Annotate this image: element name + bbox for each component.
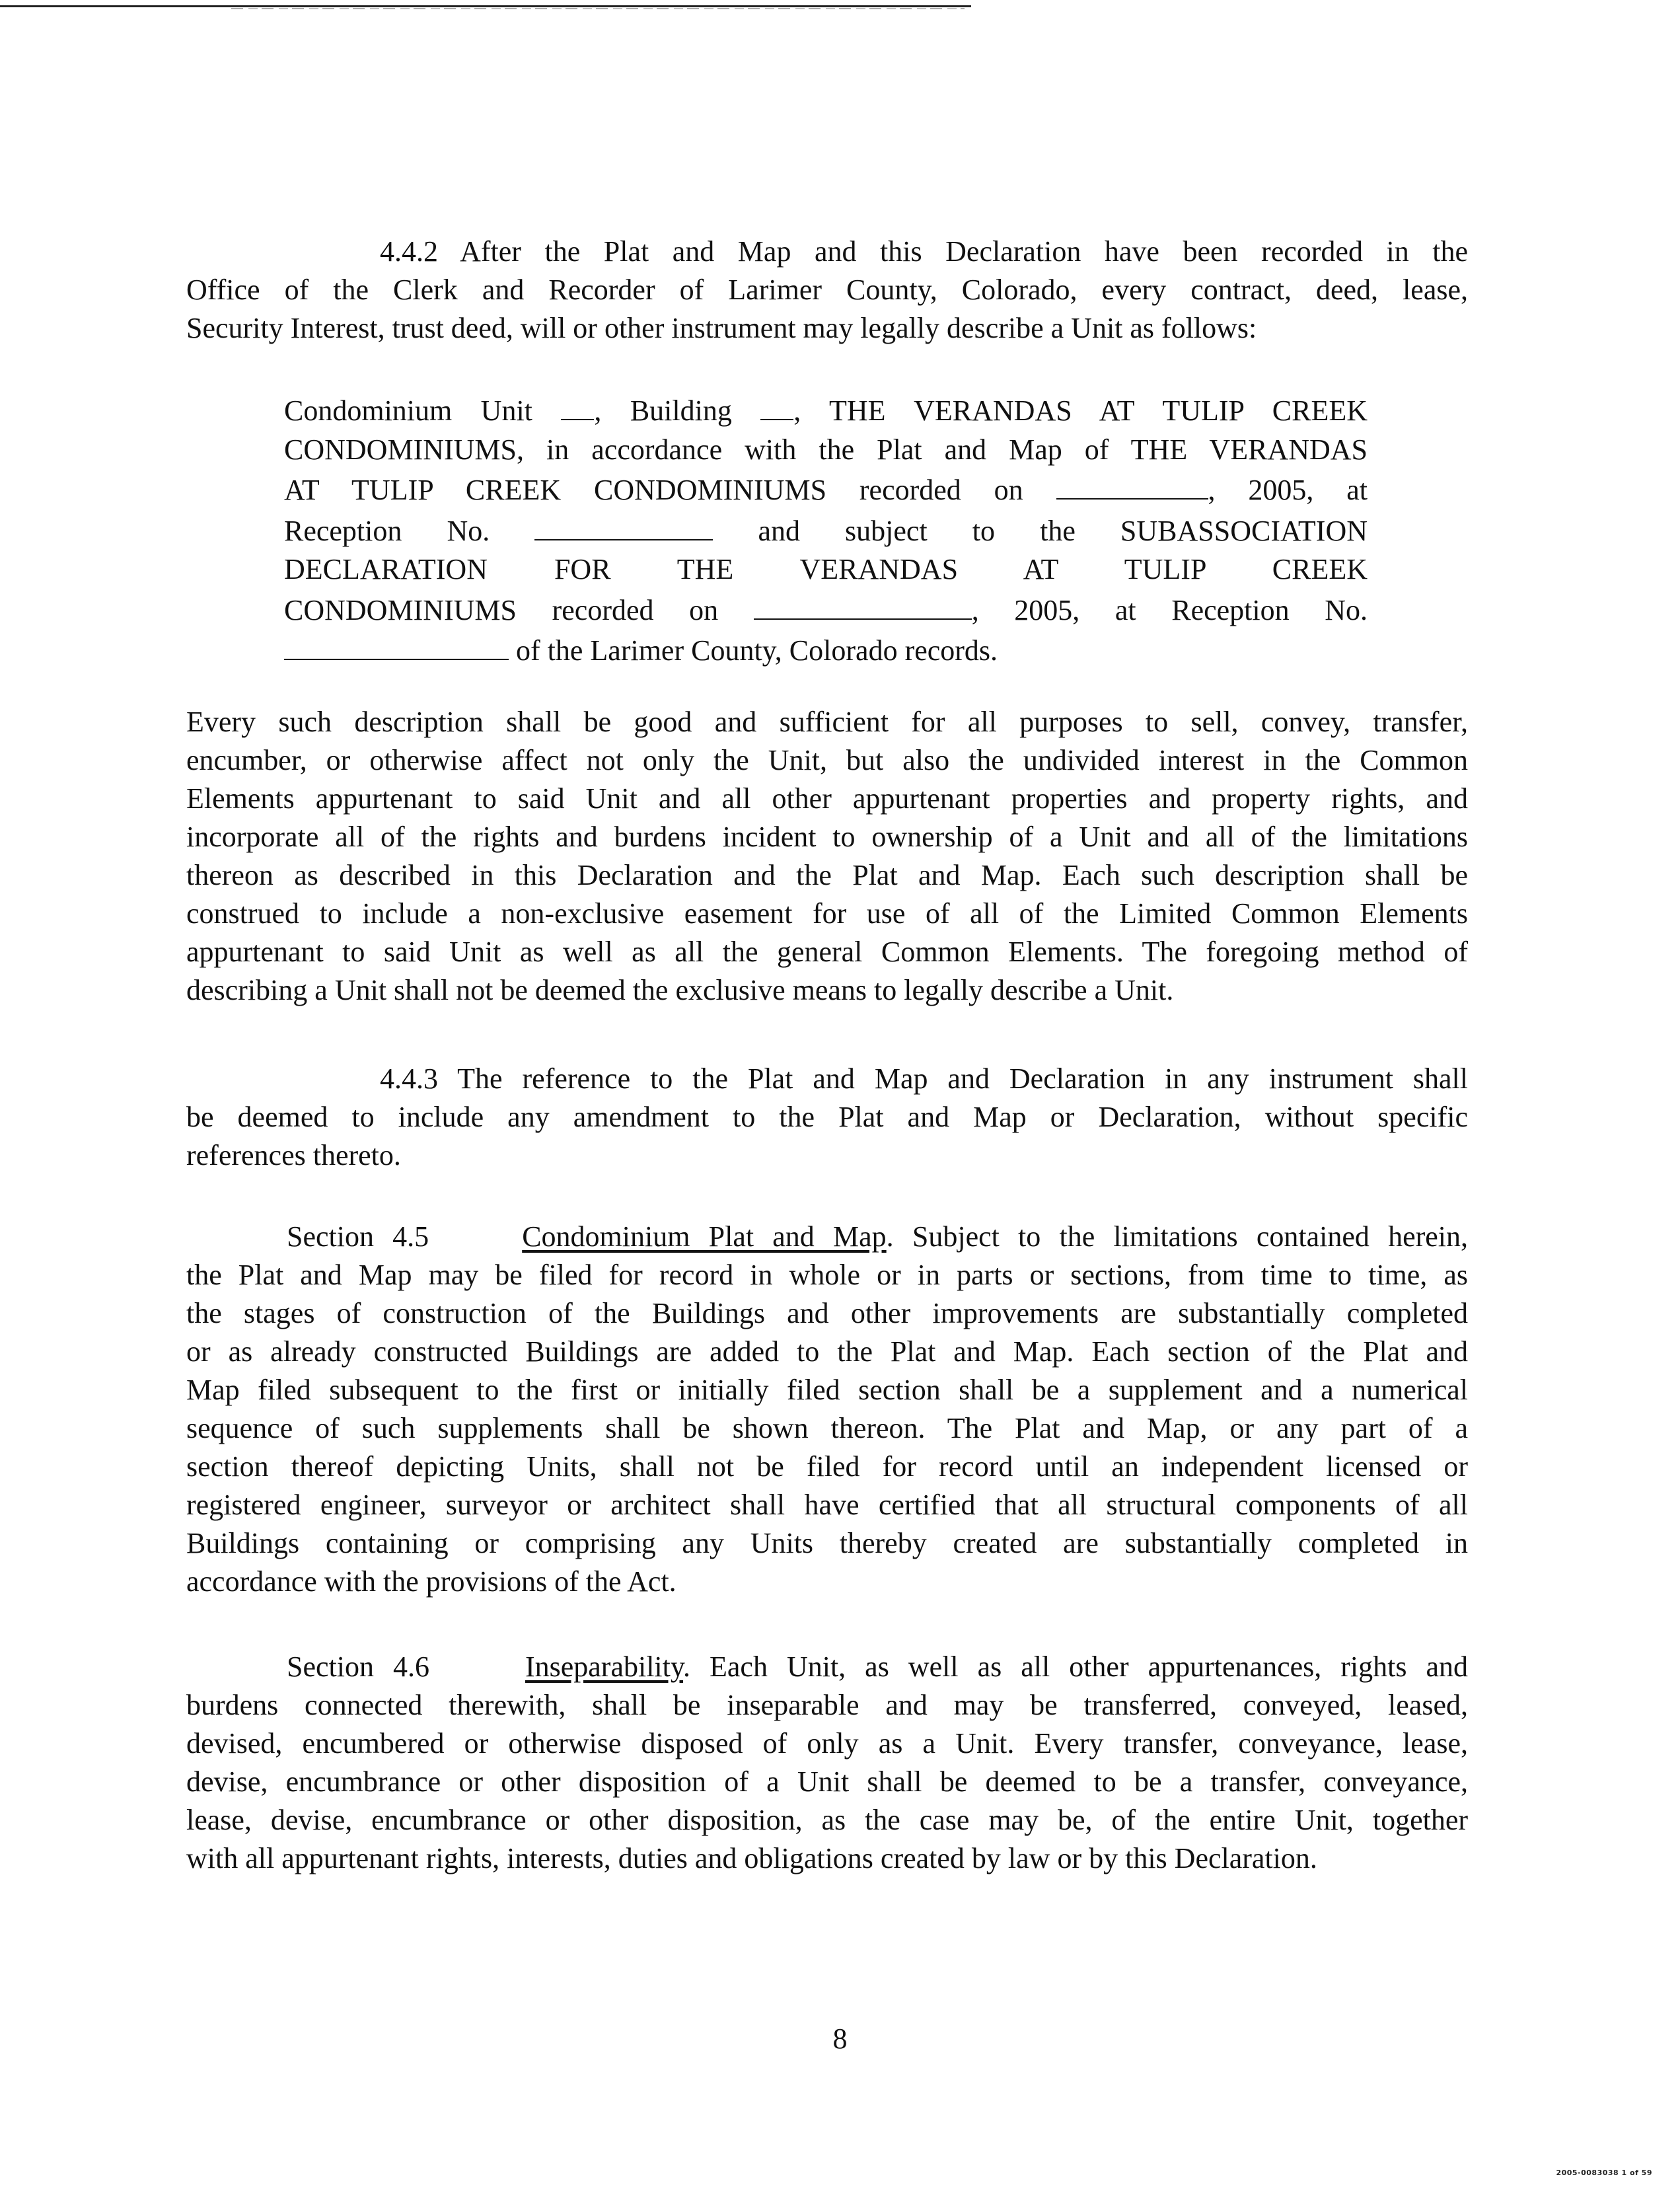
form-text: of the Larimer County, Colorado records. (516, 634, 998, 667)
section-first-line (186, 1648, 1468, 1686)
paragraph-line: sequence of such supplements shall be shown thereon. The Plat and Map, or any part of a (186, 1412, 1468, 1444)
section-4-5 (186, 1218, 1468, 1601)
form-text: CONDOMINIUMS recorded on (284, 593, 719, 626)
page-number: 8 (832, 2022, 848, 2055)
paragraph-description-effect (186, 703, 1468, 1010)
form-line: CONDOMINIUMS, in accordance with the Plat and Map of THE VERANDAS (284, 433, 1368, 466)
paragraph-line: be deemed to include any amendment to the Plat and Map or Declaration, without specific (186, 1101, 1468, 1133)
paragraph-4-4-3 (186, 1060, 1468, 1175)
form-line (284, 589, 1368, 630)
form-text: Reception No. (284, 514, 490, 547)
section-first-line (186, 1218, 1468, 1256)
section-label: Section 4.5 (287, 1220, 429, 1253)
top-rule-artifact (231, 8, 965, 9)
paragraph-line: Security Interest, trust deed, will or other instrument may legally describe a Unit as follows: (186, 312, 1257, 344)
form-text: Condominium Unit (284, 394, 532, 427)
paragraph-line: section thereof depicting Units, shall not be filed for record until an independent licensed or (186, 1450, 1468, 1483)
paragraph-line: incorporate all of the rights and burdens incident to ownership of a Unit and all of the limitations (186, 821, 1468, 853)
paragraph-line: Every such description shall be good and sufficient for all purposes to sell, convey, transfer, (186, 706, 1468, 738)
declaration-reception-number-blank (284, 630, 509, 660)
form-text: , THE VERANDAS AT TULIP CREEK (793, 394, 1368, 427)
paragraph-line: thereon as described in this Declaration and the Plat and Map. Each such description shall be (186, 859, 1468, 891)
paragraph-line: the Plat and Map may be filed for record in whole or in parts or sections, from time to time, as (186, 1259, 1468, 1291)
paragraph-line: describing a Unit shall not be deemed the exclusive means to legally describe a Unit. (186, 974, 1174, 1006)
building-number-blank (760, 390, 793, 420)
paragraph-line: Buildings containing or comprising any Units thereby created are substantially completed in (186, 1527, 1468, 1559)
paragraph-line: appurtenant to said Unit as well as all the general Common Elements. The foregoing method of (186, 936, 1468, 968)
plat-reception-number-blank (534, 510, 713, 540)
paragraph-line: the stages of construction of the Buildings and other improvements are substantially completed (186, 1297, 1468, 1329)
form-line (284, 630, 1368, 671)
form-line: DECLARATION FOR THE VERANDAS AT TULIP CREEK (284, 553, 1368, 585)
section-4-6 (186, 1648, 1468, 1878)
form-text: and subject to the SUBASSOCIATION (758, 514, 1368, 547)
section-text: . Each Unit, as well as all other appurtenances, rights and (683, 1650, 1468, 1683)
form-text: , Building (594, 394, 732, 427)
form-text: , 2005, at Reception No. (971, 593, 1368, 626)
section-text: . Subject to the limitations contained herein, (886, 1220, 1469, 1253)
paragraph-line: Map filed subsequent to the first or initially filed section shall be a supplement and a numerical (186, 1374, 1468, 1406)
form-line (284, 469, 1368, 510)
section-heading: Condominium Plat and Map (522, 1220, 887, 1253)
paragraph-4-4-2 (186, 233, 1468, 348)
paragraph-line: 4.4.2 After the Plat and Map and this Declaration have been recorded in the (380, 235, 1468, 268)
declaration-recording-date-blank (754, 589, 972, 620)
form-line (284, 390, 1368, 431)
unit-description-form (284, 390, 1368, 671)
paragraph-line: encumber, or otherwise affect not only the Unit, but also the undivided interest in the Common (186, 744, 1468, 776)
unit-number-blank (561, 390, 594, 420)
paragraph-line: registered engineer, surveyor or architect shall have certified that all structural components of all (186, 1489, 1468, 1521)
form-text: AT TULIP CREEK CONDOMINIUMS recorded on (284, 474, 1023, 506)
paragraph-line: construed to include a non-exclusive easement for use of all of the Limited Common Elements (186, 897, 1468, 930)
section-heading: Inseparability (525, 1650, 684, 1683)
paragraph-line: burdens connected therewith, shall be inseparable and may be transferred, conveyed, leased, (186, 1689, 1468, 1721)
form-text: , 2005, at (1208, 474, 1368, 506)
paragraph-line: devise, encumbrance or other disposition of a Unit shall be deemed to be a transfer, conveyance, (186, 1765, 1468, 1798)
paragraph-line: Office of the Clerk and Recorder of Larimer County, Colorado, every contract, deed, lease, (186, 274, 1468, 306)
form-line (284, 510, 1368, 551)
paragraph-line: Elements appurtenant to said Unit and all other appurtenant properties and property rights, and (186, 782, 1468, 815)
recording-stamp: 2005-0083038 1 of 59 (1556, 2168, 1652, 2177)
paragraph-line: or as already constructed Buildings are added to the Plat and Map. Each section of the Plat and (186, 1335, 1468, 1368)
paragraph-line: lease, devise, encumbrance or other disposition, as the case may be, of the entire Unit, together (186, 1804, 1468, 1836)
paragraph-line: with all appurtenant rights, interests, duties and obligations created by law or by this Declaration. (186, 1842, 1317, 1874)
section-label: Section 4.6 (287, 1650, 429, 1683)
top-rule (0, 5, 971, 7)
paragraph-line: accordance with the provisions of the Act. (186, 1565, 676, 1598)
paragraph-line: references thereto. (186, 1139, 401, 1171)
plat-recording-date-blank (1056, 469, 1208, 500)
paragraph-line: devised, encumbered or otherwise disposed of only as a Unit. Every transfer, conveyance, lease, (186, 1727, 1468, 1760)
paragraph-line: 4.4.3 The reference to the Plat and Map and Declaration in any instrument shall (380, 1062, 1468, 1095)
